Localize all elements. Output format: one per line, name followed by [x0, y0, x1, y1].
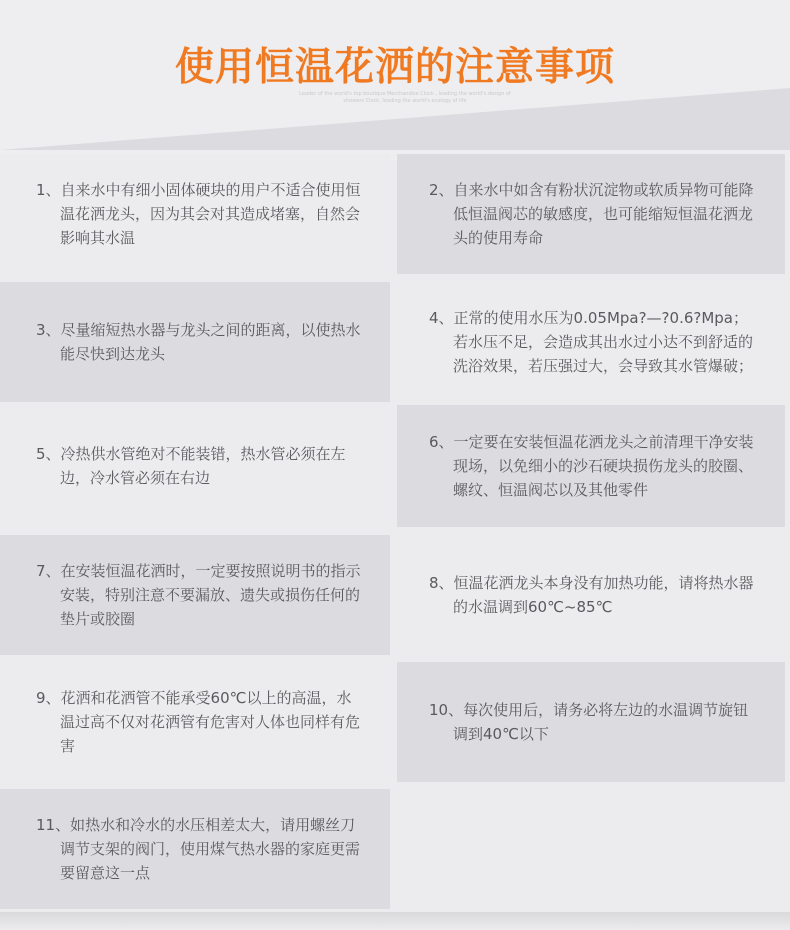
note-text: 4、正常的使用水压为0.05Mpa?—?0.6?Mpa；若水压不足，会造成其出水过小达不到舒适的洗浴效果，若压强过大，会导致其水管爆破； — [429, 309, 754, 375]
note-card-6 — [397, 405, 785, 527]
note-card-8 — [397, 535, 785, 655]
note-text: 9、花洒和花洒管不能承受60℃以上的高温，水温过高不仅对花洒管有危害对人体也同样有危害 — [36, 689, 361, 755]
note-text: 2、自来水中如含有粉状沉淀物或软质异物可能降低恒温阀芯的敏感度，也可能缩短恒温花洒龙头的使用寿命 — [429, 181, 754, 247]
note-card-2 — [397, 154, 785, 274]
bottom-shadow — [0, 912, 790, 930]
note-card-9 — [0, 662, 390, 782]
note-text: 10、每次使用后，请务必将左边的水温调节旋钮调到40℃以下 — [429, 701, 749, 743]
note-text: 8、恒温花洒龙头本身没有加热功能，请将热水器的水温调到60℃~85℃ — [429, 574, 754, 616]
note-text: 1、自来水中有细小固体硬块的用户不适合使用恒温花洒龙头，因为其会对其造成堵塞，自然会影响其水温 — [36, 181, 361, 247]
note-card-4 — [397, 282, 785, 402]
note-card-3 — [0, 282, 390, 402]
note-card-1 — [0, 154, 390, 274]
note-text: 5、冷热供水管绝对不能装错，热水管必须在左边，冷水管必须在右边 — [36, 445, 346, 487]
note-card-7 — [0, 535, 390, 655]
note-card-10 — [397, 662, 785, 782]
note-card-11 — [0, 789, 390, 909]
page-subtitle: Leader of the world's top boutique Merchandise Clock , leading the world's design of showers Clock, leading the world's ecology of life — [299, 91, 511, 104]
note-text: 7、在安装恒温花洒时，一定要按照说明书的指示安装，特别注意不要漏放、遗失或损伤任何的垫片或胶圈 — [36, 562, 361, 628]
note-text: 3、尽量缩短热水器与龙头之间的距离，以使热水能尽快到达龙头 — [36, 321, 361, 363]
page-title: 使用恒温花洒的注意事项 — [174, 44, 615, 90]
note-text: 11、如热水和冷水的水压相差太大，请用螺丝刀调节支架的阀门，使用煤气热水器的家庭更需要留意这一点 — [36, 816, 361, 882]
note-card-5 — [0, 405, 390, 527]
note-text: 6、一定要在安装恒温花洒龙头之前清理干净安装现场，以免细小的沙石硬块损伤龙头的胶圈、螺纹、恒温阀芯以及其他零件 — [429, 433, 754, 499]
